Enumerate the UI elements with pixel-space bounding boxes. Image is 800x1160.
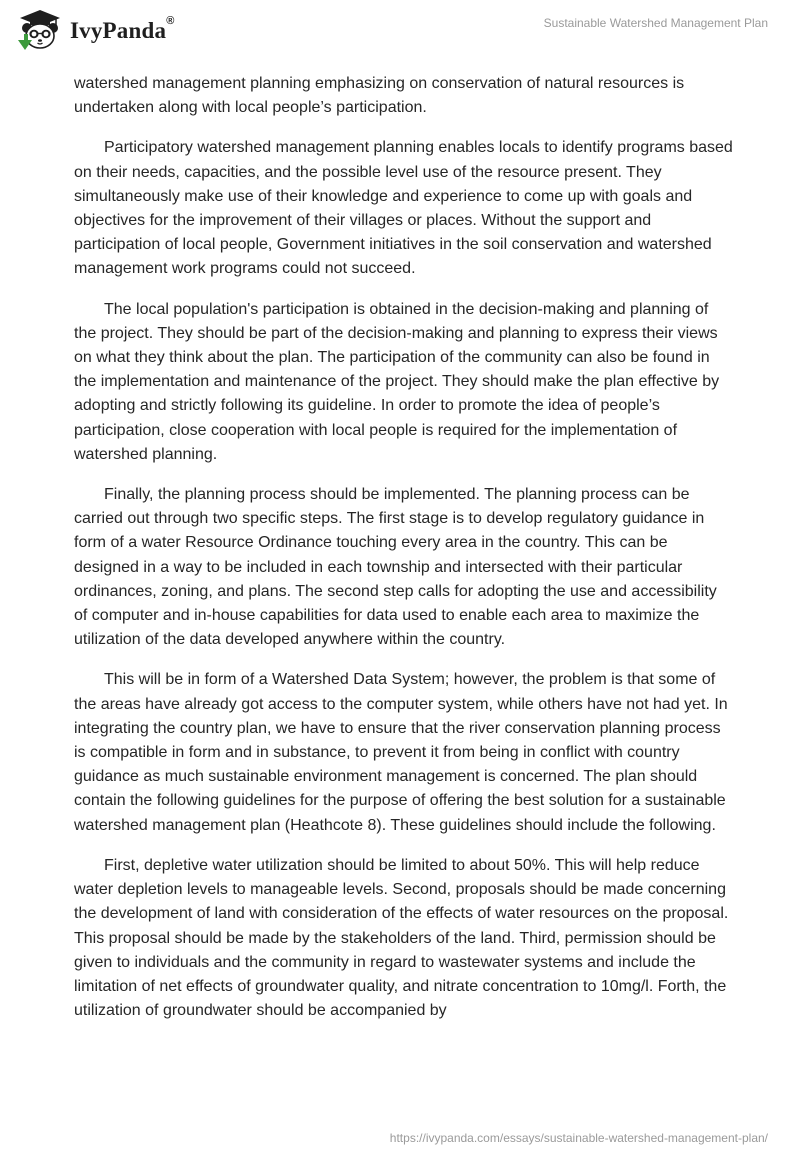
document-title: Sustainable Watershed Management Plan [543,16,768,30]
panda-graduate-logo-icon [16,8,64,52]
paragraph: First, depletive water utilization should be limited to about 50%. This will help reduce water depletion levels to manageable levels. Second, proposals should be made concerning the development of land with consideration of the effects of water resources on the proposal. This proposal should be made by the stakeholders of the land. Third, permission should be given to individuals and the community in regard to wastewater systems and include the limitation of net effects of groundwater quality, and nitrate concentration to 10mg/l. Forth, the utilization of groundwater should be accompanied by [74,856,729,1020]
ivypanda-logo[interactable] [16,8,175,52]
paragraph: Participatory watershed management planning enables locals to identify programs based on their needs, capacities, and the possible level use of the resource present. They simultaneously make use of their knowledge and experience to come up with goals and objectives for the improvement of their villages or places. Without the support and participation of local people, Government initiatives in the soil conservation and watershed management work programs could not succeed. [74,139,733,278]
paragraph: This will be in form of a Watershed Data System; however, the problem is that some of the areas have already got access to the computer system, while others have not had yet. In integrating the country plan, we have to ensure that the river conservation planning process is compatible in form and in substance, to prevent it from being in conflict with country guidance as much sustainable environment management is concerned. The plan should contain the following guidelines for the purpose of offering the best solution for a sustainable watershed management plan (Heathcote 8). These guidelines should include the following. [74,671,728,834]
paragraph: watershed management planning emphasizing on conservation of natural resources is undertaken along with local people’s participation. [74,75,685,117]
footer-url[interactable]: https://ivypanda.com/essays/sustainable-watershed-management-plan/ [389,1131,768,1145]
paragraph: The local population's participation is obtained in the decision-making and planning of the project. They should be part of the decision-making and planning to express their views on what they think about the plan. The participation of the community can also be found in the implementation and maintenance of the project. They should make the plan effective by adopting and strictly following its guideline. In order to promote the idea of people’s participation, close cooperation with local people is required for the implementation of watershed planning. [74,300,720,463]
essay-body [74,72,734,1039]
paragraph: Finally, the planning process should be implemented. The planning process can be carried out through two specific steps. The first stage is to develop regulatory guidance in form of a water Resource Ordinance touching every area in the country. This can be designed in a way to be included in each township and intersected with their particular ordinances, zoning, and plans. The second step calls for adopting the use and accessibility of computer and in-house capabilities for data used to enable each area to maximize the utilization of the data developed anywhere within the country. [74,486,717,649]
brand-name: IvyPanda® [70,15,175,43]
registered-mark: ® [166,15,175,27]
page-header [0,0,800,60]
